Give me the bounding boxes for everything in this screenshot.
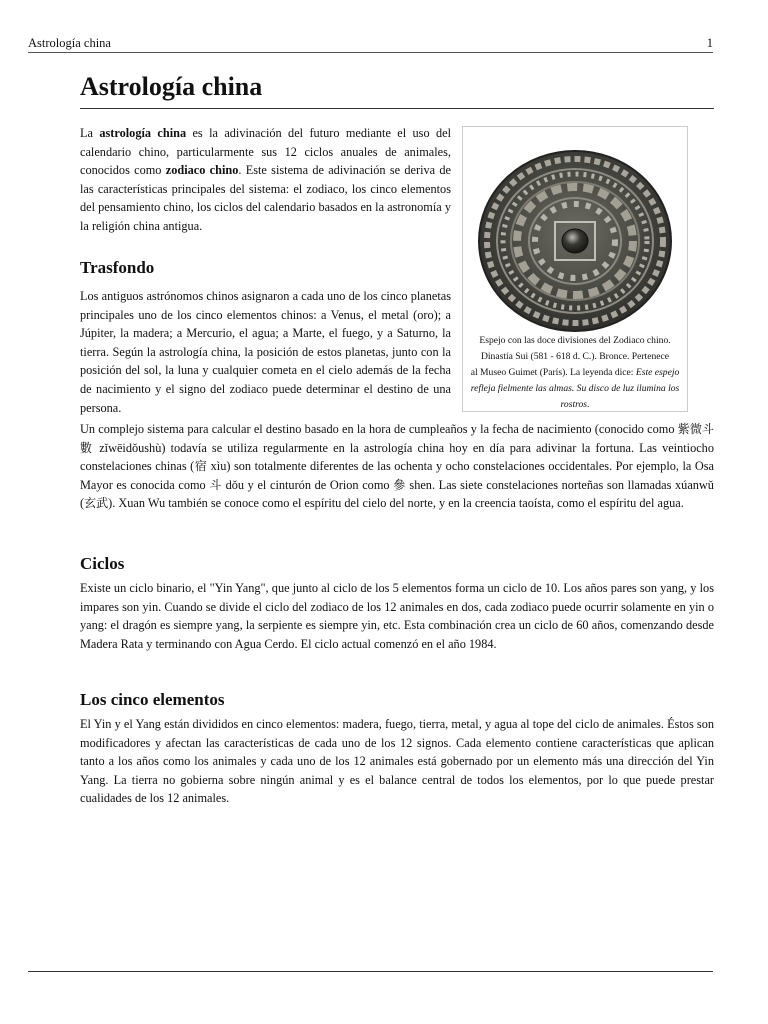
elementos-paragraph: El Yin y el Yang están divididos en cinco elementos: madera, fuego, tierra, metal, y agua al tope del ciclo de animales. Éstos son modificadores y afectan las características de cada uno de los 12 signos. Cada elemento contiene características que aplican tanto a los años como los animales y cada uno de los 12 animales está gobernado por un elemento más una dirección del Yin Yang. La tierra no gobierna sobre ningún animal y es el balance central de todos los elementos, por lo que puede prestar cualidades de los 12 animales.	[80, 717, 714, 806]
p2-text-1: Un complejo sistema para calcular el destino basado en la hora de cumpleaños y la fecha de nacimiento (conocido como	[80, 422, 678, 436]
intro-text-2: es la adivinación del futuro mediante el uso del calendario chino, particularmente sus 12 ciclos anuales de animales, conocidos como	[80, 126, 452, 178]
p2-chinese-4: 參	[393, 477, 406, 492]
intro-bold-term: astrología china	[99, 126, 187, 140]
intro-text-3: . Este sistema de adivinación se deriva de las características principales del sistema: el zodiaco, los cinco elementos del pensamiento chino, los ciclos del calendario basados en la astronomía y la religión china antigua.	[80, 163, 451, 233]
p2-text-3: xìu) son totalmente diferentes de las ochenta y ocho constelaciones occidentales. Por ejemplo, la Osa Mayor es conocida como	[80, 459, 714, 492]
heading-cinco-elementos: Los cinco elementos	[80, 690, 225, 709]
bronze-mirror-image	[477, 149, 673, 333]
caption-end: .	[587, 399, 590, 410]
p2-text-4: dǒu y el cinturón de Orion como	[221, 477, 394, 492]
p2-chinese-2: 宿	[194, 459, 208, 474]
page-title: Astrología china	[80, 72, 714, 109]
footer-divider	[28, 971, 713, 972]
p2-chinese-3: 斗	[209, 477, 222, 492]
running-title: Astrología china	[28, 36, 111, 50]
caption-italic-legend: Este espejo refleja fielmente las almas. Su disco de luz ilumina los rostros	[470, 367, 680, 410]
p2-chinese-5: 玄武	[84, 496, 109, 511]
intro-text-1: La	[80, 126, 100, 140]
caption-line-2: Dinastía Sui (581 - 618 d. C.). Bronce. Pertenece	[480, 351, 670, 362]
ciclos-paragraph: Existe un ciclo binario, el "Yin Yang", que junto al ciclo de los 5 elementos forma un ciclo de 10. Los años pares son yang, y los impares son yin. Cuando se divide el ciclo del zodiaco de los 12 animales en dos, cada zodiaco puede ocurrir solamente en yin o yang: el dragón es siempre yang, la serpiente es siempre yin, etc. Esta combinación crea un ciclo de 60 años, comenzando desde Madera Rata y terminando con Agua Cerdo. El ciclo actual comenzó en el año 1984.	[80, 581, 714, 651]
figure-caption	[467, 333, 683, 413]
caption-line-3: al Museo Guimet (París). La leyenda dice:	[470, 367, 636, 378]
running-header	[28, 36, 713, 53]
p2-text-6: ). Xuan Wu también se conoce como el espíritu del cielo del norte, y en la creencia taoísta, como el espíritu del agua.	[108, 496, 684, 511]
heading-trasfondo: Trasfondo	[80, 258, 155, 277]
heading-ciclos: Ciclos	[80, 554, 125, 573]
trasfondo-paragraph-2	[80, 420, 714, 513]
caption-line-1: Espejo con las doce divisiones del Zodiaco chino.	[479, 335, 671, 346]
intro-paragraph	[80, 124, 451, 236]
intro-bold-zodiac: zodiaco chino	[165, 163, 239, 178]
page-number: 1	[706, 36, 713, 50]
p2-chinese-1: 紫微斗數	[80, 422, 714, 455]
p2-text-5: shen. Las siete constelaciones norteñas son llamadas xúanwǔ (	[80, 477, 714, 511]
zodiac-mirror-figure	[462, 126, 688, 412]
trasfondo-paragraph-1: Los antiguos astrónomos chinos asignaron a cada uno de los cinco planetas principales uno de los cinco elementos chinos: a Venus, el metal (oro); a Júpiter, la madera; a Mercurio, el agua; a Marte, el fuego, y a Saturno, la tierra. Según la astrología china, la posición de estos planetas, junto con la posición del sol, la luna y cualquier cometa en el cielo además de la fecha de nacimiento y el signo del zodiaco puede determinar el destino de una persona.	[80, 289, 451, 415]
p2-text-2: zǐwēidǒushù) todavía se utiliza regularmente en la astrología china hoy en día para adivinar la fortuna. Las veintiocho constelaciones chinas (	[80, 440, 714, 474]
